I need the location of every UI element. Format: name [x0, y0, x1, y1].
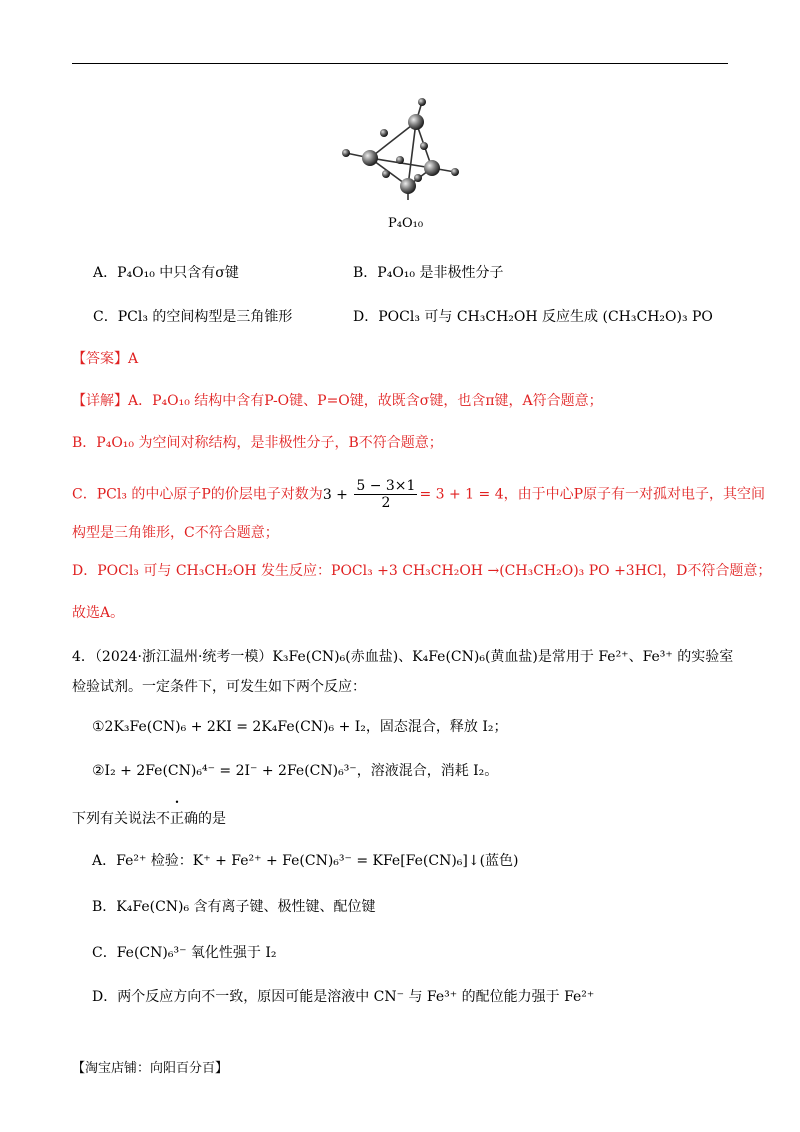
explain-c [72, 478, 765, 511]
option-text: P₄O₁₀ 中只含有σ键 [117, 265, 239, 281]
atom-o [451, 168, 459, 176]
option-text: P₄O₁₀ 是非极性分子 [377, 265, 504, 281]
option-label: D． [92, 989, 118, 1005]
fraction [354, 478, 417, 511]
option-label: B． [92, 899, 117, 915]
q4-prompt [72, 808, 226, 828]
explain-b: B．P₄O₁₀ 为空间对称结构，是非极性分子，B不符合题意； [72, 435, 443, 451]
q3-option-a [93, 262, 239, 282]
atom-o [380, 129, 388, 137]
atom-o [418, 98, 426, 106]
prompt-emphasis: 不正确 [156, 811, 198, 827]
option-text: POCl₃ 可与 CH₃CH₂OH 反应生成 (CH₃CH₂O)₃ PO [378, 309, 713, 325]
explain-conclusion: 故选A。 [72, 605, 125, 621]
q4-stem-line1: 4．（2024·浙江温州·统考一模）K₃Fe(CN)₆(赤血盐)、K₄Fe(CN)₆(黄血盐)是常用于 Fe²⁺、Fe³⁺ 的实验室 [72, 649, 734, 665]
explain-tag: 【详解】 [72, 393, 128, 409]
q4-stem-line2: 检验试剂。一定条件下，可发生如下两个反应： [72, 679, 366, 695]
option-text: Fe(CN)₆³⁻ 氧化性强于 I₂ [116, 945, 277, 961]
q4-reaction-2: ②I₂ + 2Fe(CN)₆⁴⁻ = 2I⁻ + 2Fe(CN)₆³⁻，溶液混合，消耗 I₂。 [92, 763, 499, 779]
option-label: C． [92, 945, 117, 961]
fraction-numerator: 5 − 3×1 [356, 478, 416, 494]
option-label: B． [353, 265, 378, 281]
p4o10-molecule-figure [330, 90, 470, 200]
explain-a [72, 390, 603, 410]
explain-c-formula: 3 + $\frac{5 - 3\times 1}{2}$ [322, 478, 416, 511]
q4-option-c [92, 942, 277, 962]
atom-p [408, 114, 424, 130]
q4-reaction-1: ①2K₃Fe(CN)₆ + 2KI = 2K₄Fe(CN)₆ + I₂，固态混合，释放 I₂； [92, 719, 508, 735]
atom-o [420, 142, 428, 150]
q4-option-a [92, 850, 519, 870]
atom-p [400, 178, 416, 194]
q4-option-b [92, 896, 376, 916]
option-label: C． [93, 309, 118, 325]
option-label: D． [353, 309, 379, 325]
atom-o [414, 174, 422, 182]
q3-option-d [353, 306, 713, 326]
atom-o [382, 170, 390, 178]
explain-a-text: A．P₄O₁₀ 结构中含有P-O键、P=O键，故既含σ键，也含π键，A符合题意； [128, 393, 603, 409]
option-label: A． [92, 853, 117, 869]
atom-p [424, 160, 440, 176]
option-text: K₄Fe(CN)₆ 含有离子键、极性键、配位键 [116, 899, 376, 915]
option-label: A． [93, 265, 118, 281]
option-text: Fe²⁺ 检验：K⁺ + Fe²⁺ + Fe(CN)₆³⁻ = KFe[Fe(CN)₆]↓(蓝色) [116, 853, 519, 869]
option-text: PCl₃ 的空间构型是三角锥形 [117, 309, 293, 325]
figure-caption: P₄O₁₀ [388, 216, 424, 231]
answer: 【答案】A [72, 351, 139, 367]
prompt-post: 的是 [198, 811, 226, 827]
q3-option-c [93, 306, 292, 326]
footer-shop: 【淘宝店铺：向阳百分百】 [72, 1061, 229, 1076]
header-rule [72, 63, 728, 64]
option-text: 两个反应方向不一致，原因可能是溶液中 CN⁻ 与 Fe³⁺ 的配位能力强于 Fe²⁺ [117, 989, 595, 1005]
q3-option-b [353, 262, 503, 282]
q4-option-d [92, 986, 594, 1006]
atom-o [342, 149, 350, 157]
explain-c2: 构型是三角锥形，C不符合题意； [72, 525, 279, 541]
explain-c-pre: C．PCl₃ 的中心原子P的价层电子对数为 [72, 486, 323, 503]
fraction-denominator: 2 [381, 495, 391, 511]
atom-o [396, 156, 404, 164]
atom-p [362, 150, 378, 166]
explain-d: D．POCl₃ 可与 CH₃CH₂OH 发生反应：POCl₃ +3 CH₃CH₂OH →(CH₃CH₂O)₃ PO +3HCl，D不符合题意； [72, 563, 772, 579]
prompt-pre: 下列有关说法 [72, 811, 156, 827]
large-atoms [362, 114, 440, 194]
explain-c-post: = 3 + 1 = 4，由于中心P原子有一对孤对电子，其空间 [419, 486, 766, 503]
